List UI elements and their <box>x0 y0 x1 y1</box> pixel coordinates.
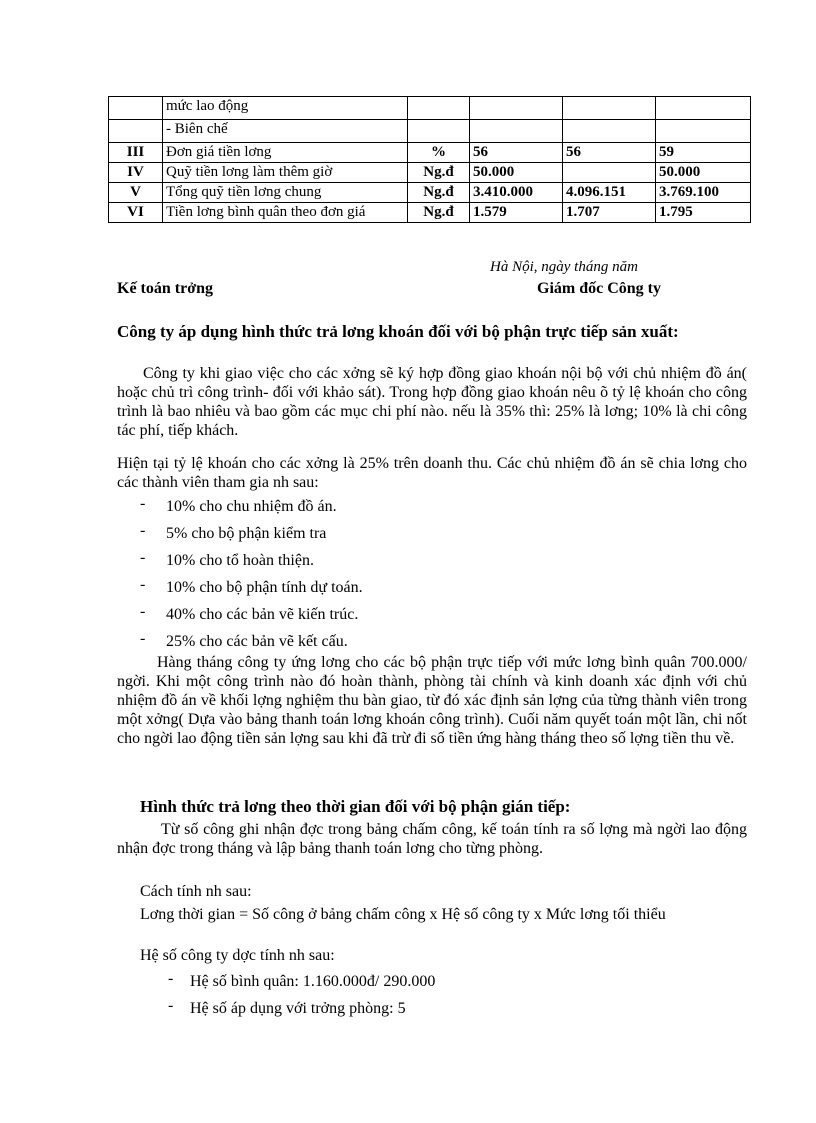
table-cell: Ng.đ <box>408 203 470 223</box>
director-signature-label: Giám đốc Công ty <box>537 280 661 297</box>
list-item: - 40% cho các bản vẽ kiến trúc. <box>140 601 363 628</box>
table-cell: 1.795 <box>656 203 751 223</box>
table-cell: Tổng quỹ tiền lơng chung <box>163 183 408 203</box>
table-cell: Quỹ tiền lơng làm thêm giờ <box>163 163 408 183</box>
coefficient-list <box>168 968 435 1022</box>
table-cell: III <box>109 143 163 163</box>
section-heading-piecework: Công ty áp dụng hình thức trả lơng khoán đối với bộ phận trực tiếp sản xuất: <box>117 322 679 341</box>
distribution-list <box>140 493 363 655</box>
list-item: - Hệ số áp dụng với trởng phòng: 5 <box>168 995 435 1022</box>
bullet-dash-icon: - <box>168 970 174 987</box>
table-cell <box>656 97 751 120</box>
table-cell <box>408 120 470 143</box>
list-item: - Hệ số bình quân: 1.160.000đ/ 290.000 <box>168 968 435 995</box>
paragraph-formula: Lơng thời gian = Số công ở bảng chấm công x Hệ số công ty x Mức lơng tối thiểu <box>140 906 666 923</box>
table-cell: 56 <box>563 143 656 163</box>
table-row <box>109 120 751 143</box>
table-cell <box>656 120 751 143</box>
paragraph-contract: Công ty khi giao việc cho các xởng sẽ ký hợp đồng giao khoán nội bộ với chủ nhiệm đồ án( hoặc chủ trì công trình- đối với khảo sát). Trong hợp đồng giao khoán nêu õ tỷ lệ khoán cho công trình là bao nhiêu và bao gồm các mục chi phí nào. nếu là 35% thì: 25% là lơng; 10% là chi công tác phí, tiếp khách. <box>117 365 747 439</box>
bullet-dash-icon: - <box>168 997 174 1014</box>
bullet-dash-icon: - <box>140 576 146 593</box>
table-row <box>109 203 751 223</box>
table-cell: 1.707 <box>563 203 656 223</box>
list-item: - 10% cho chu nhiệm đồ án. <box>140 493 363 520</box>
table-cell <box>109 120 163 143</box>
list-item: - 10% cho bộ phận tính dự toán. <box>140 574 363 601</box>
table-cell <box>408 97 470 120</box>
table-cell: IV <box>109 163 163 183</box>
table-cell: Ng.đ <box>408 183 470 203</box>
table-cell: 50.000 <box>470 163 563 183</box>
list-item: - 10% cho tổ hoàn thiện. <box>140 547 363 574</box>
table-cell: VI <box>109 203 163 223</box>
list-item: - 25% cho các bản vẽ kết cấu. <box>140 628 363 655</box>
bullet-dash-icon: - <box>140 495 146 512</box>
table-cell: mức lao động <box>163 97 408 120</box>
table-cell <box>563 120 656 143</box>
table-cell: 4.096.151 <box>563 183 656 203</box>
paragraph-rate: Hiện tại tỷ lệ khoán cho các xởng là 25% trên doanh thu. Các chủ nhiệm đồ án sẽ chia lơng cho các thành viên tham gia nh sau: <box>117 455 747 491</box>
table-row <box>109 143 751 163</box>
bullet-dash-icon: - <box>140 603 146 620</box>
table-cell: Đơn giá tiền lơng <box>163 143 408 163</box>
table-cell <box>470 120 563 143</box>
table-row <box>109 163 751 183</box>
table-cell: V <box>109 183 163 203</box>
table-cell: 3.410.000 <box>470 183 563 203</box>
table-row <box>109 97 751 120</box>
bullet-dash-icon: - <box>140 522 146 539</box>
table-cell <box>563 163 656 183</box>
table-row <box>109 183 751 203</box>
bullet-dash-icon: - <box>140 549 146 566</box>
paragraph-timesheet: Từ số công ghi nhận đợc trong bảng chấm công, kế toán tính ra số lợng mà ngời lao động nhận đợc trong tháng và lập bảng thanh toán lơng cho từng phòng. <box>117 821 747 857</box>
table-cell: % <box>408 143 470 163</box>
section-heading-time-based: Hình thức trả lơng theo thời gian đối với bộ phận gián tiếp: <box>140 797 571 816</box>
table-cell: Ng.đ <box>408 163 470 183</box>
table-cell: 3.769.100 <box>656 183 751 203</box>
date-line: Hà Nội, ngày tháng năm <box>490 259 638 275</box>
table-cell: 56 <box>470 143 563 163</box>
table-cell: 1.579 <box>470 203 563 223</box>
accountant-signature-label: Kế toán trởng <box>117 280 213 297</box>
table-cell <box>563 97 656 120</box>
table-cell: Tiền lơng bình quân theo đơn giá <box>163 203 408 223</box>
table-cell: 50.000 <box>656 163 751 183</box>
table-cell: 59 <box>656 143 751 163</box>
table-cell: - Biên chế <box>163 120 408 143</box>
paragraph-advance: Hàng tháng công ty ứng lơng cho các bộ phận trực tiếp với mức lơng bình quân 700.000/ ngời. Khi một công trình nào đó hoàn thành, phòng tài chính và kinh doanh xác định với chủ nhiệm đồ án về khối lợng nghiệm thu bàn giao, từ đó xác định sản lợng của từng thành viên trong một xởng( Dựa vào bảng thanh toán lơng khoán công trình). Cuối năm quyết toán một lần, chi nốt cho ngời lao động tiền sản lợng sau khi đã trừ đi số tiền ứng hàng tháng theo số lợng tiền thu về. <box>117 654 747 747</box>
bullet-dash-icon: - <box>140 630 146 647</box>
paragraph-method: Cách tính nh sau: <box>140 883 252 900</box>
list-item: - 5% cho bộ phận kiểm tra <box>140 520 363 547</box>
table-cell <box>470 97 563 120</box>
salary-table <box>108 96 751 223</box>
table-cell <box>109 97 163 120</box>
paragraph-coefficient: Hệ số công ty dợc tính nh sau: <box>140 947 335 964</box>
